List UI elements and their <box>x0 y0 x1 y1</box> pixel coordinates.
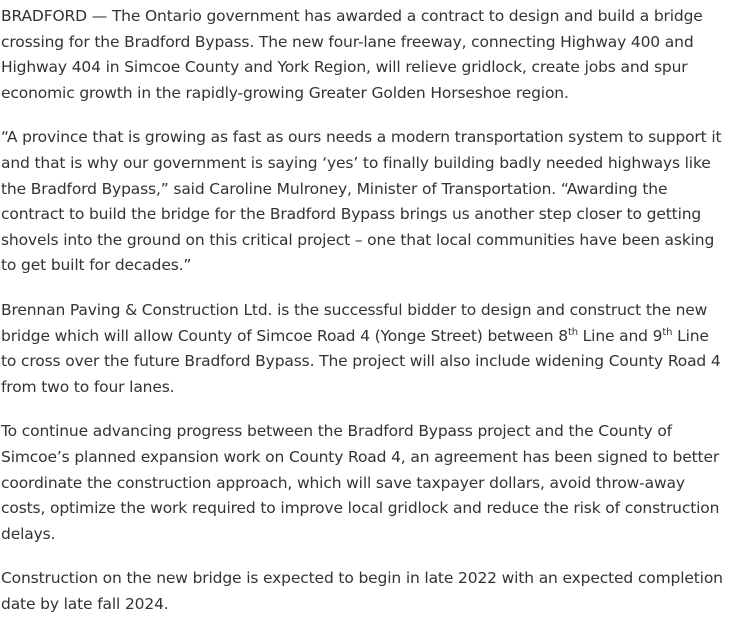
contractor-text-part3: Line to cross over the future Bradford Bypass. The project will also include widening County Road 4 from two to four lanes. <box>1 326 721 396</box>
ordinal-suffix-9th: th <box>662 326 673 338</box>
contractor-text-part2: Line and 9 <box>577 326 663 345</box>
paragraph-timeline: Construction on the new bridge is expected to begin in late 2022 with an expected completion date by late fall 2024. <box>1 569 723 613</box>
paragraph-intro: BRADFORD — The Ontario government has awarded a contract to design and build a bridge crossing for the Bradford Bypass. The new four-lane freeway, connecting Highway 400 and Highway 404 in Simcoe County and York Region, will relieve gridlock, create jobs and spur economic growth in the rapidly-growing Greater Golden Horseshoe region. <box>1 7 703 102</box>
contractor-text-part1: Brennan Paving & Construction Ltd. is the successful bidder to design and construct the new bridge which will allow County of Simcoe Road 4 (Yonge Street) between 8 <box>1 300 708 345</box>
ordinal-suffix-8th: th <box>567 326 578 338</box>
paragraph-agreement: To continue advancing progress between the Bradford Bypass project and the County of Simcoe’s planned expansion work on County Road 4, an agreement has been signed to better coordinate the construction approach, which will save taxpayer dollars, avoid throw-away costs, optimize the work required to improve local gridlock and reduce the risk of construction delays. <box>1 422 720 543</box>
article-body <box>1 4 727 617</box>
paragraph-contractor <box>1 298 727 400</box>
paragraph-minister-quote: “A province that is growing as fast as ours needs a modern transportation system to support it and that is why our government is saying ‘yes’ to finally building badly needed highways like the Bradford Bypass,” said Caroline Mulroney, Minister of Transportation. “Awarding the contract to build the bridge for the Bradford Bypass brings us another step closer to getting shovels into the ground on this critical project – one that local communities have been asking to get built for decades.” <box>1 128 722 275</box>
